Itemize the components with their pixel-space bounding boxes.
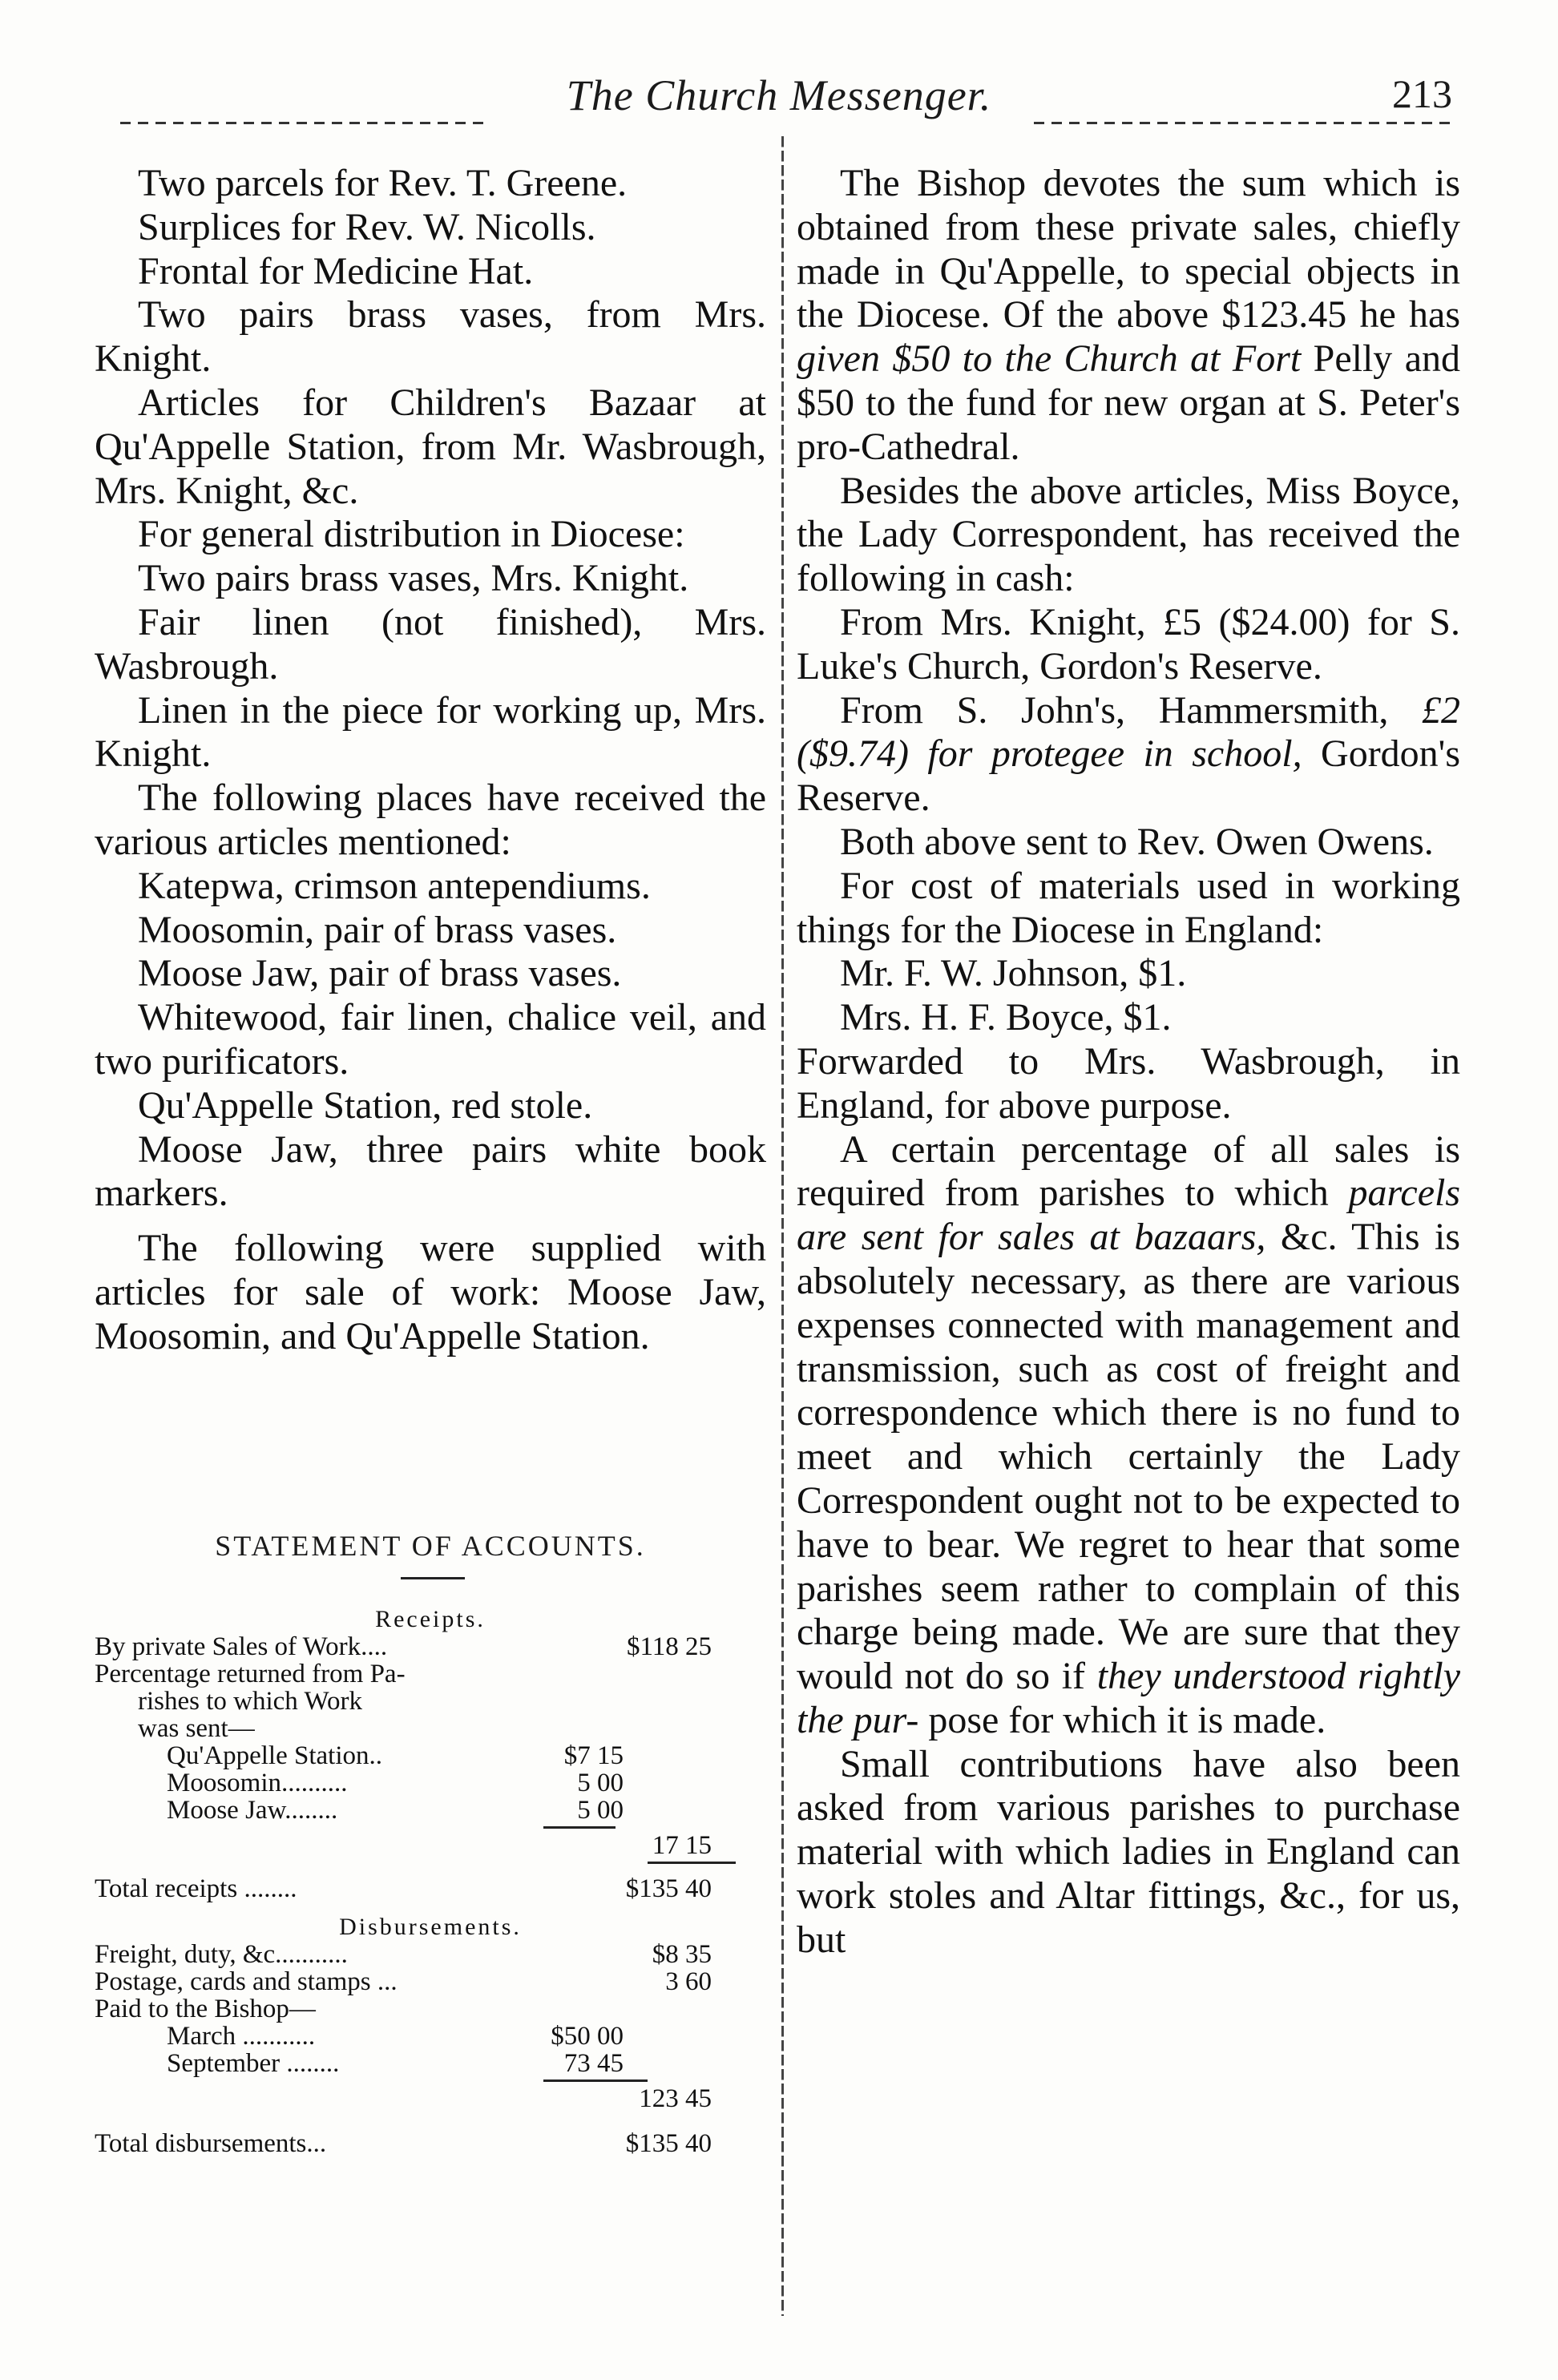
- paragraph-text: Both above sent to Rev. Owen Owens.: [840, 820, 1434, 863]
- italic-text: £2 ($9.74) for protegee in school,: [797, 688, 1460, 776]
- receipts-row: [95, 1832, 766, 1859]
- receipts-row: [95, 1660, 766, 1688]
- account-amount: $8 35: [652, 1940, 712, 1969]
- paragraph-text: Linen in the piece for working up, Mrs. Knight.: [95, 688, 766, 776]
- right-paragraph: [797, 821, 1460, 865]
- header-rule-left: [120, 122, 489, 124]
- paragraph-text: Gordon's Reserve.: [797, 732, 1461, 820]
- running-header: [0, 71, 1558, 127]
- account-amount: $135 40: [625, 2129, 712, 2158]
- paragraph-text: Moosomin, pair of brass vases.: [138, 908, 617, 951]
- receipts-total-rule: [95, 1859, 766, 1867]
- sum-rule: [543, 1826, 616, 1829]
- italic-text: they understood rightly the pur-: [797, 1655, 1461, 1741]
- paragraph-text: The following places have received the various articles mentioned:: [95, 777, 766, 863]
- receipts-row: [95, 1769, 766, 1797]
- right-paragraph: [797, 865, 1460, 953]
- account-label: September ........: [167, 2049, 340, 2078]
- page-number: 213: [1392, 71, 1452, 116]
- paragraph-text: Two pairs brass vases, from Mrs. Knight.: [95, 293, 766, 381]
- account-label: Qu'Appelle Station..: [167, 1741, 382, 1770]
- total-disbursements-row: [95, 2130, 766, 2157]
- disbursements-row: [95, 2085, 766, 2112]
- left-paragraph: [95, 865, 766, 909]
- right-paragraph: [797, 601, 1460, 689]
- paragraph-text: Pelly and $50 to the fund for new organ at S. Peter's pro-Cathedral.: [797, 337, 1461, 468]
- paragraph-text: Katepwa, crimson antependiums.: [138, 864, 651, 907]
- account-amount: $7 15: [563, 1741, 624, 1770]
- account-amount: $50 00: [551, 2022, 624, 2051]
- left-paragraph: [95, 1084, 766, 1128]
- receipts-row: [95, 1633, 766, 1660]
- left-paragraph: [95, 381, 766, 513]
- account-amount: 17 15: [652, 1831, 712, 1860]
- left-paragraph: [95, 162, 766, 206]
- italic-text: given $50 to the Church at Fort: [797, 337, 1302, 381]
- account-label: March ...........: [167, 2022, 316, 2051]
- receipts-heading: Receipts.: [375, 1606, 486, 1632]
- header-rule-right: [1034, 122, 1451, 124]
- paragraph-text: A certain percentage of all sales is required from parishes to which: [797, 1127, 1460, 1215]
- paragraph-text: Articles for Children's Bazaar at Qu'Appelle Station, from Mr. Wasbrough, Mrs. Knight, &c.: [95, 381, 766, 512]
- paragraph-text: From S. John's, Hammersmith,: [840, 688, 1389, 732]
- accounts-table: [95, 1601, 766, 2157]
- statement-rule: [401, 1577, 465, 1579]
- total-receipts-row: [95, 1875, 766, 1902]
- right-paragraph: [797, 996, 1460, 1040]
- left-paragraph: [95, 952, 766, 996]
- disbursements-row: [95, 1995, 766, 2023]
- right-paragraph: [797, 162, 1460, 470]
- paragraph-text: Frontal for Medicine Hat.: [138, 249, 534, 292]
- column-divider: [781, 136, 784, 2316]
- paragraph-text: Qu'Appelle Station, red stole.: [138, 1083, 593, 1127]
- paragraph-text: Forwarded to Mrs. Wasbrough, in England, for above purpose.: [797, 1039, 1460, 1127]
- statement-heading: STATEMENT OF ACCOUNTS.: [215, 1530, 646, 1562]
- receipts-row: [95, 1742, 766, 1769]
- account-amount: 73 45: [563, 2049, 624, 2078]
- left-paragraph: [95, 909, 766, 953]
- paragraph-text: &c. This is absolutely necessary, as there are various expenses connected with management and transmission, such as cost of freight and correspondence which there is no fund to meet and which certainly the Lady Correspondent ought not to be expected to have to bear. We regret to hear that some parishes seem rather to complain of this charge being made. We are sure that they would not do so if: [797, 1216, 1461, 1698]
- paragraph-text: Mrs. H. F. Boyce, $1.: [840, 996, 1172, 1039]
- account-label: Paid to the Bishop—: [95, 1995, 316, 2023]
- account-label: Freight, duty, &c...........: [95, 1940, 348, 1969]
- right-paragraph: [797, 1040, 1460, 1128]
- account-label: Total receipts ........: [95, 1874, 297, 1903]
- account-amount: 5 00: [577, 1769, 624, 1797]
- left-paragraph: [95, 1227, 766, 1358]
- disbursements-heading: Disbursements.: [339, 1914, 522, 1940]
- right-column: [797, 162, 1460, 1962]
- account-label: Moose Jaw........: [167, 1796, 338, 1825]
- left-paragraph: [95, 250, 766, 294]
- disbursements-row: [95, 2023, 766, 2050]
- left-paragraph: [95, 1128, 766, 1216]
- account-amount: 123 45: [639, 2084, 712, 2113]
- account-amount: 3 60: [665, 1967, 712, 1996]
- paragraph-text: The following were supplied with articles for sale of work: Moose Jaw, Moosomin, and Qu'Appelle Station.: [95, 1227, 766, 1357]
- right-paragraph: [797, 1128, 1460, 1743]
- paragraph-text: For cost of materials used in working things for the Diocese in England:: [797, 864, 1460, 951]
- paragraph-text: Besides the above articles, Miss Boyce, the Lady Correspondent, has received the following in cash:: [797, 469, 1460, 600]
- left-paragraph: [95, 777, 766, 865]
- receipts-row: [95, 1797, 766, 1824]
- right-paragraph: [797, 1743, 1460, 1962]
- account-label: By private Sales of Work....: [95, 1632, 388, 1661]
- receipts-row: [95, 1688, 766, 1715]
- italic-text: parcels are sent for sales at bazaars,: [797, 1172, 1461, 1259]
- sum-rule: [543, 2079, 648, 2082]
- left-paragraph: [95, 996, 766, 1084]
- account-label: Percentage returned from Pa-: [95, 1660, 406, 1688]
- left-paragraph: [95, 293, 766, 381]
- left-paragraph: [95, 513, 766, 557]
- account-label: was sent—: [138, 1714, 255, 1743]
- left-paragraph: [95, 601, 766, 689]
- account-label: Moosomin..........: [167, 1769, 348, 1797]
- account-amount: $118 25: [626, 1632, 712, 1661]
- account-amount: $135 40: [625, 1874, 712, 1903]
- paragraph-text: Surplices for Rev. W. Nicolls.: [138, 205, 596, 248]
- paragraph-text: Moose Jaw, three pairs white book markers.: [95, 1127, 766, 1215]
- account-label: Postage, cards and stamps ...: [95, 1967, 398, 1996]
- paragraph-text: Small contributions have also been asked from various parishes to purchase material with which ladies in England can work stoles and Altar fittings, &c., for us, but: [797, 1742, 1460, 1961]
- paragraph-text: Two pairs brass vases, Mrs. Knight.: [138, 557, 689, 600]
- paragraph-text: Moose Jaw, pair of brass vases.: [138, 952, 622, 995]
- paragraph-text: Fair linen (not finished), Mrs. Wasbrough.: [95, 600, 766, 688]
- account-label: Total disbursements...: [95, 2129, 327, 2158]
- paragraph-text: Mr. F. W. Johnson, $1.: [840, 952, 1187, 995]
- paragraph-text: For general distribution in Diocese:: [138, 513, 685, 556]
- disbursements-row: [95, 1941, 766, 1968]
- journal-title: The Church Messenger.: [566, 71, 992, 119]
- left-paragraph: [95, 206, 766, 250]
- paragraph-text: Whitewood, fair linen, chalice veil, and two purificators.: [95, 996, 766, 1083]
- disbursements-row: [95, 2050, 766, 2077]
- paragraph-text: pose for which it is made.: [928, 1698, 1326, 1741]
- account-amount: 5 00: [577, 1796, 624, 1825]
- paragraph-text: Two parcels for Rev. T. Greene.: [138, 162, 628, 204]
- left-column: [95, 162, 766, 1359]
- right-paragraph: [797, 952, 1460, 996]
- left-paragraph: [95, 557, 766, 601]
- paragraph-text: The Bishop devotes the sum which is obtained from these private sales, chiefly made in Qu'Appelle, to special objects in the Diocese. Of the above $123.45 he has: [797, 162, 1460, 337]
- account-label: rishes to which Work: [138, 1687, 362, 1716]
- disbursements-row: [95, 1968, 766, 1995]
- right-paragraph: [797, 689, 1460, 821]
- left-paragraph: [95, 689, 766, 777]
- paragraph-text: From Mrs. Knight, £5 ($24.00) for S. Luke's Church, Gordon's Reserve.: [797, 600, 1460, 688]
- sum-rule: [648, 1862, 736, 1864]
- right-paragraph: [797, 470, 1460, 601]
- receipts-row: [95, 1715, 766, 1742]
